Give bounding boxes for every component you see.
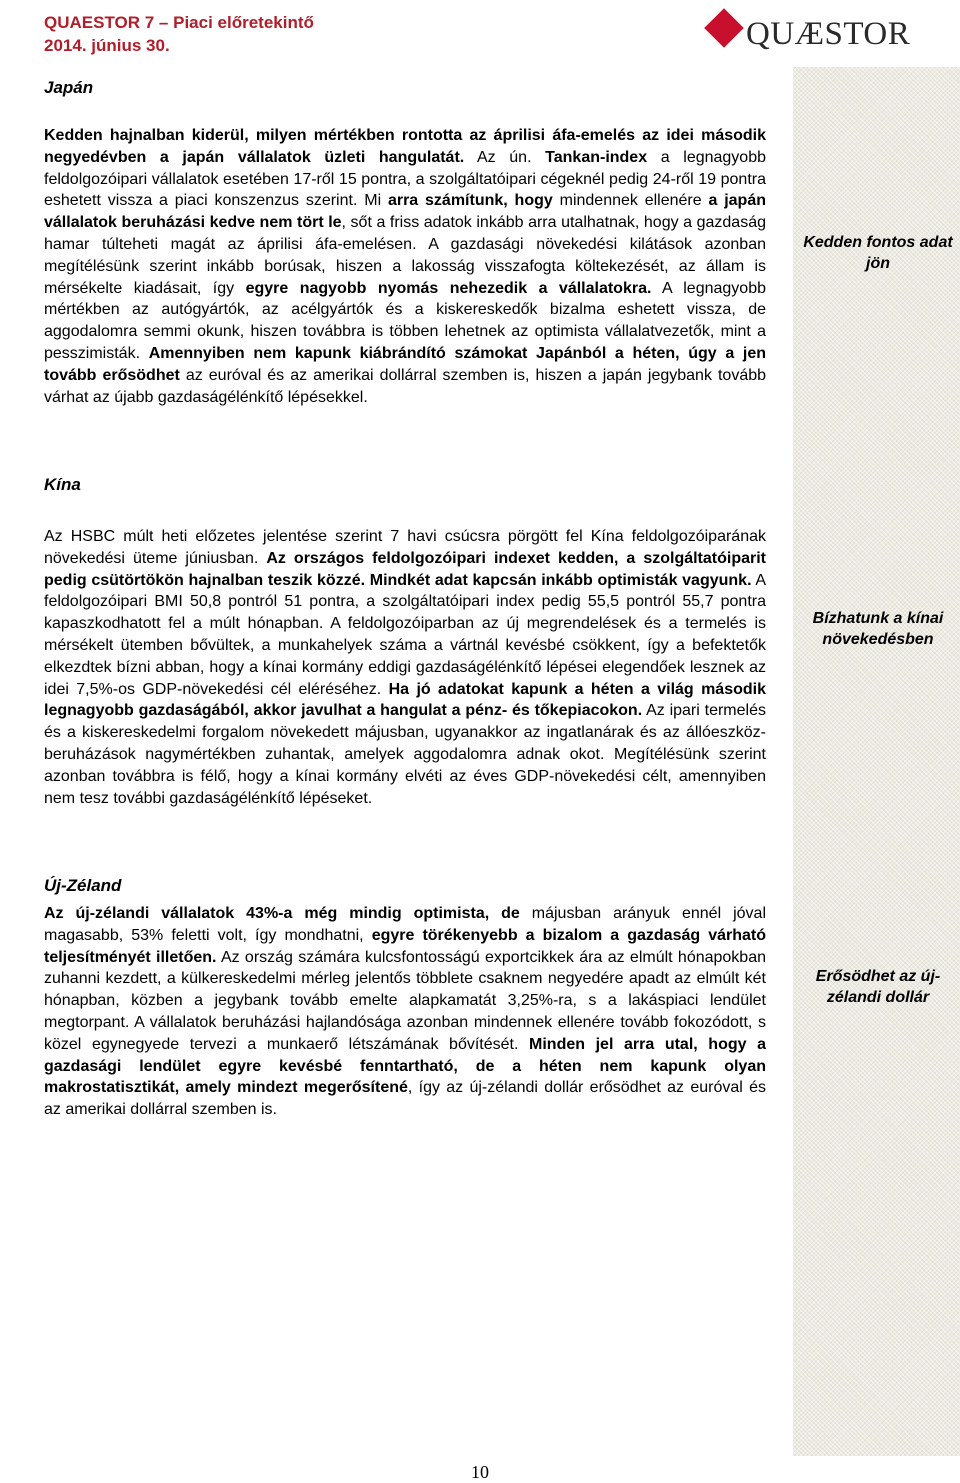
section-heading-new-zealand: Új-Zéland <box>44 876 122 895</box>
bold-text-segment: Kedden hajnalban kiderül, milyen mértékben rontotta az áprilisi áfa-emelés az idei második negyedévben a japán vállalatok üzleti hangulatát. <box>44 127 766 166</box>
bold-text-segment: Tankan-index <box>545 148 648 166</box>
bold-text-segment: Az új-zélandi vállalatok 43%-a még mindig optimista, de <box>44 905 520 922</box>
paragraph-japan <box>44 125 766 408</box>
text-segment: Az ún. <box>464 148 546 166</box>
text-segment: a legnagyobb feldolgozóipari vállalatok esetében 17-ről 15 pontra, a szolgáltatóipari cégeknél pedig 24-ről 19 pontra eshetett vissza a piaci konszenzus szerint. Mi <box>44 148 767 210</box>
bold-text-segment: a japán vállalatok beruházási kedve nem tört le <box>44 192 767 232</box>
header-title: QUAESTOR 7 – Piaci előretekintő <box>44 13 314 32</box>
page-number: 10 <box>471 1462 489 1482</box>
logo-diamond-icon <box>704 8 744 48</box>
text-segment: A legnagyobb mértékben az autógyártók, az acélgyártók és a kiskereskedők bizalma eshetett vissza, de aggodalomra semmi okunk, hiszen továbbra is többen lehetnek az optimista vállalatvezetők, mint a pesszimisták. <box>44 279 766 362</box>
text-segment: A feldolgozóipari BMI 50,8 pontról 51 pontra, a szolgáltatóipari index pedig 55,5 pontról 55,7 pontra kapaszkodhatott fel a múlt hónapban. A feldolgozóiparban az új megrendelések és a termelés is mérsékelt ütemben bővültek, a munkahelyek száma a vártnál kevésbé csökkent, így a befektetők elkezdtek bízni abban, hogy a kínai kormány eddigi gazdaságélénkítő lépései elegendőek lesznek az idei 7,5%-os GDP-növekedési cél eléréséhez. <box>44 571 767 698</box>
section-heading-japan: Japán <box>44 78 94 97</box>
side-note-china: Bízhatunk a kínai növekedésben <box>812 610 944 648</box>
logo-text: QUÆSTOR <box>746 16 911 52</box>
bold-text-segment: egyre nagyobb nyomás nehezedik a vállalatokra. <box>245 279 652 297</box>
text-segment: az euróval és az amerikai dollárral szemben is, hiszen a japán jegybank tovább várhat az újabb gazdaságélénkítő lépésekkel. <box>44 366 767 406</box>
bold-text-segment: Az országos feldolgozóipari indexet kedden, a szolgáltatóiparit pedig csütörtökön hajnalban teszik közzé. Mindkét adat kapcsán inkább optimisták vagyunk. <box>44 549 767 589</box>
bold-text-segment: Ha jó adatokat kapunk a héten a világ második legnagyobb gazdaságából, akkor javulhat a hangulat a pénz- és tőkepiacokon. <box>44 680 766 720</box>
section-heading-china: Kína <box>44 475 81 494</box>
paragraph-new-zealand <box>44 903 766 1121</box>
paragraph-china <box>44 526 766 809</box>
text-segment: , sőt a friss adatok inkább arra utalhatnak, hogy a gazdaság hamar túlteheti magát az áprilisi áfa-emelésen. A gazdasági növekedési kilátások azonban megítélésünk szerint inkább borúsak, hiszen a lakosság visszafogta költekezését, az állam is mérsékelte kiadásait, így <box>44 214 766 297</box>
bold-text-segment: arra számítunk, hogy <box>387 192 553 210</box>
quaestor-logo <box>704 6 911 58</box>
text-segment: májusban arányuk ennél jóval magasabb, 53% feletti volt, így mondhatni, <box>44 905 767 944</box>
side-note-new-zealand: Erősödhet az új-zélandi dollár <box>815 968 941 1006</box>
bold-text-segment: egyre törékenyebb a bizalom a gazdaság várható teljesítményét illetően. <box>44 926 767 966</box>
text-segment: mindennek ellenére <box>552 192 709 210</box>
text-segment: , így az új-zélandi dollár erősödhet az euróval és az amerikai dollárral szemben is. <box>44 1079 766 1119</box>
bold-text-segment: Amennyiben nem kapunk kiábrándító számokat Japánból a héten, úgy a jen tovább erősödhet <box>44 344 767 384</box>
text-segment: Az HSBC múlt heti előzetes jelentése szerint 7 havi csúcsra pörgött fel Kína feldolgozóiparának növekedési üteme júniusban. <box>44 528 766 567</box>
header-date: 2014. június 30. <box>44 36 170 55</box>
bold-text-segment: Minden jel arra utal, hogy a gazdasági lendület egyre kevésbé fenntartható, de a héten nem kapunk olyan makrostatisztikát, amely mindezt megerősítené <box>44 1035 767 1097</box>
side-note-japan: Kedden fontos adat jön <box>803 234 953 272</box>
text-segment: Az ország számára kulcsfontosságú exportcikkek ára az elmúlt hónapokban zuhanni kezdett, a külkereskedelmi mérleg jelentős többlete csaknem negyedére apadt az elmúlt két hónapban, közben a jegybank tovább emelte alapkamatát 3,25%-ra, s a lakáspiaci lendület megtorpant. A vállalatok beruházási hajlandósága azonban mindennek ellenére tovább fokozódott, s közel egynegyede tervezi a munkaerő létszámának bővítését. <box>44 948 767 1053</box>
text-segment: Az ipari termelés és a kiskereskedelmi forgalom növekedett májusban, ugyanakkor az ingatlanárak és az állóeszköz-beruházások nagymértékben zuhantak, amelyek aggodalomra adnak okot. Megítélésünk szerint azonban továbbra is félő, hogy a kínai kormány elvéti az éves GDP-növekedési célt, amennyiben nem tesz további gazdaságélénkítő lépéseket. <box>44 702 766 807</box>
sidebar-panel <box>793 67 960 1456</box>
